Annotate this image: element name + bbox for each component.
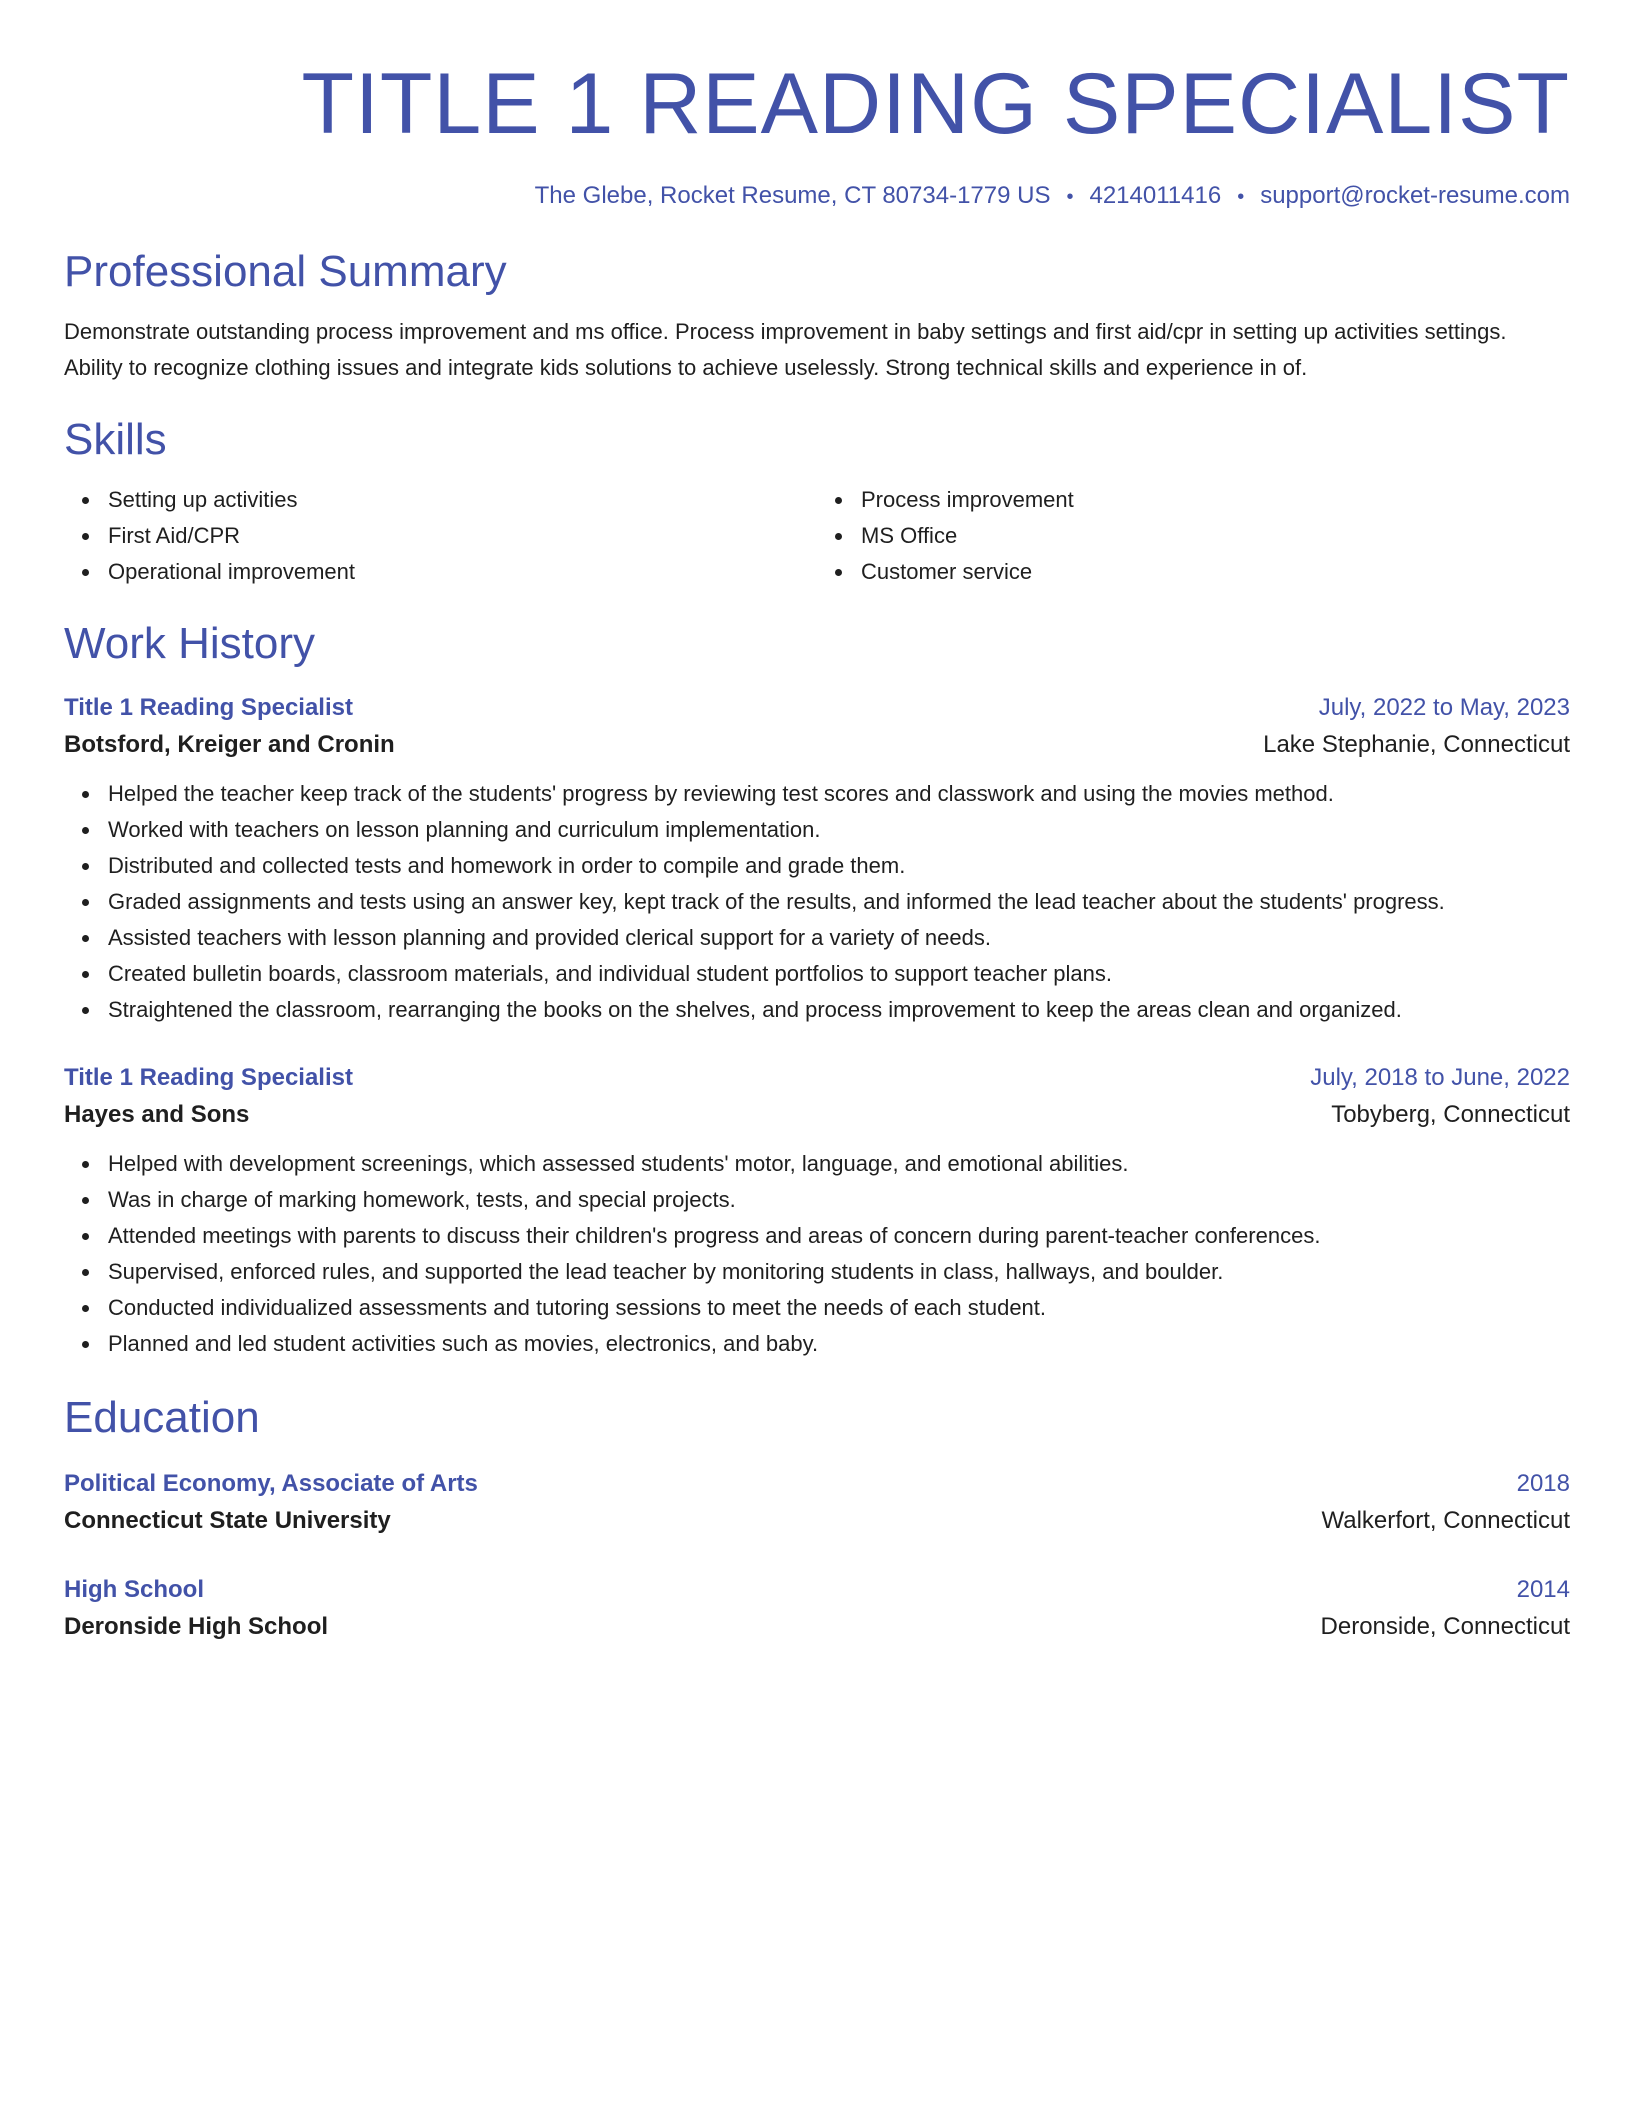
education-location: Walkerfort, Connecticut: [1321, 1507, 1570, 1534]
skills-grid: [64, 482, 1570, 590]
job-bullet: Assisted teachers with lesson planning and provided clerical support for a variety of needs.: [108, 920, 1570, 956]
job-bullet: Worked with teachers on lesson planning and curriculum implementation.: [108, 812, 1570, 848]
resume-title: TITLE 1 READING SPECIALIST: [301, 56, 1570, 152]
job-dates: July, 2022 to May, 2023: [1318, 694, 1570, 721]
contact-line: [64, 181, 1570, 212]
job-bullet: Distributed and collected tests and homework in order to compile and grade them.: [108, 848, 1570, 884]
job-bullet: Supervised, enforced rules, and supported the lead teacher by monitoring students in class, hallways, and boulder.: [108, 1254, 1570, 1290]
job-bullet: Helped with development screenings, which assessed students' motor, language, and emotional abilities.: [108, 1146, 1570, 1182]
job-company: Hayes and Sons: [64, 1101, 250, 1128]
job-bullet: Helped the teacher keep track of the students' progress by reviewing test scores and classwork and using the movies method.: [108, 776, 1570, 812]
education-school: Connecticut State University: [64, 1507, 391, 1534]
education-location: Deronside, Connecticut: [1320, 1613, 1570, 1640]
job-entry: [64, 1060, 1570, 1362]
skill-item: Process improvement: [861, 482, 1570, 518]
job-location: Tobyberg, Connecticut: [1331, 1101, 1570, 1128]
education-school-row: [64, 1608, 1570, 1646]
job-bullets: [64, 776, 1570, 1028]
job-bullet: Conducted individualized assessments and tutoring sessions to meet the needs of each student.: [108, 1290, 1570, 1326]
skill-item: MS Office: [861, 518, 1570, 554]
job-title: Title 1 Reading Specialist: [64, 694, 353, 721]
education-header-row: [64, 1572, 1570, 1608]
skills-section: [64, 414, 1570, 590]
job-employer-row: [64, 1096, 1570, 1134]
job-location: Lake Stephanie, Connecticut: [1263, 731, 1570, 758]
summary-heading: Professional Summary: [64, 247, 507, 296]
work-history-heading: Work History: [64, 619, 315, 668]
education-year: 2018: [1516, 1470, 1570, 1497]
skill-item: First Aid/CPR: [108, 518, 817, 554]
skill-item: Setting up activities: [108, 482, 817, 518]
education-heading: Education: [64, 1393, 260, 1442]
summary-section: [64, 246, 1570, 386]
education-entry: [64, 1572, 1570, 1646]
job-bullet: Straightened the classroom, rearranging the books on the shelves, and process improvement to keep the areas clean and organized.: [108, 992, 1570, 1028]
skill-item: Operational improvement: [108, 554, 817, 590]
education-degree: Political Economy, Associate of Arts: [64, 1470, 478, 1497]
job-entry: [64, 690, 1570, 1028]
education-school-row: [64, 1502, 1570, 1540]
skills-list-right: [817, 482, 1570, 590]
resume-page: [64, 0, 1570, 1646]
job-title: Title 1 Reading Specialist: [64, 1064, 353, 1091]
job-dates: July, 2018 to June, 2022: [1310, 1064, 1570, 1091]
education-entry: [64, 1466, 1570, 1540]
education-section: [64, 1392, 1570, 1646]
job-bullet: Graded assignments and tests using an answer key, kept track of the results, and informed the lead teacher about the students' progress.: [108, 884, 1570, 920]
education-school: Deronside High School: [64, 1613, 329, 1640]
summary-text: Demonstrate outstanding process improvement and ms office. Process improvement in baby settings and first aid/cpr in setting up activities settings. Ability to recognize clothing issues and integrate kids solutions to achieve uselessly. Strong technical skills and experience in of.: [64, 319, 1507, 380]
job-bullets: [64, 1146, 1570, 1362]
contact-separator: •: [1066, 186, 1074, 208]
education-year: 2014: [1516, 1576, 1570, 1603]
contact-email: support@rocket-resume.com: [1260, 182, 1570, 209]
skills-heading: Skills: [64, 415, 167, 464]
job-header-row: [64, 1060, 1570, 1096]
job-bullet: Was in charge of marking homework, tests, and special projects.: [108, 1182, 1570, 1218]
skill-item: Customer service: [861, 554, 1570, 590]
contact-separator: •: [1237, 186, 1245, 208]
work-history-section: [64, 618, 1570, 1362]
education-degree: High School: [64, 1576, 204, 1603]
contact-phone: 4214011416: [1089, 182, 1222, 209]
job-company: Botsford, Kreiger and Cronin: [64, 731, 395, 758]
job-bullet: Created bulletin boards, classroom materials, and individual student portfolios to support teacher plans.: [108, 956, 1570, 992]
job-bullet: Planned and led student activities such as movies, electronics, and baby.: [108, 1326, 1570, 1362]
job-bullet: Attended meetings with parents to discuss their children's progress and areas of concern during parent-teacher conferences.: [108, 1218, 1570, 1254]
education-header-row: [64, 1466, 1570, 1502]
job-header-row: [64, 690, 1570, 726]
job-employer-row: [64, 726, 1570, 764]
skills-list-left: [64, 482, 817, 590]
contact-address: The Glebe, Rocket Resume, CT 80734-1779 US: [534, 182, 1051, 209]
